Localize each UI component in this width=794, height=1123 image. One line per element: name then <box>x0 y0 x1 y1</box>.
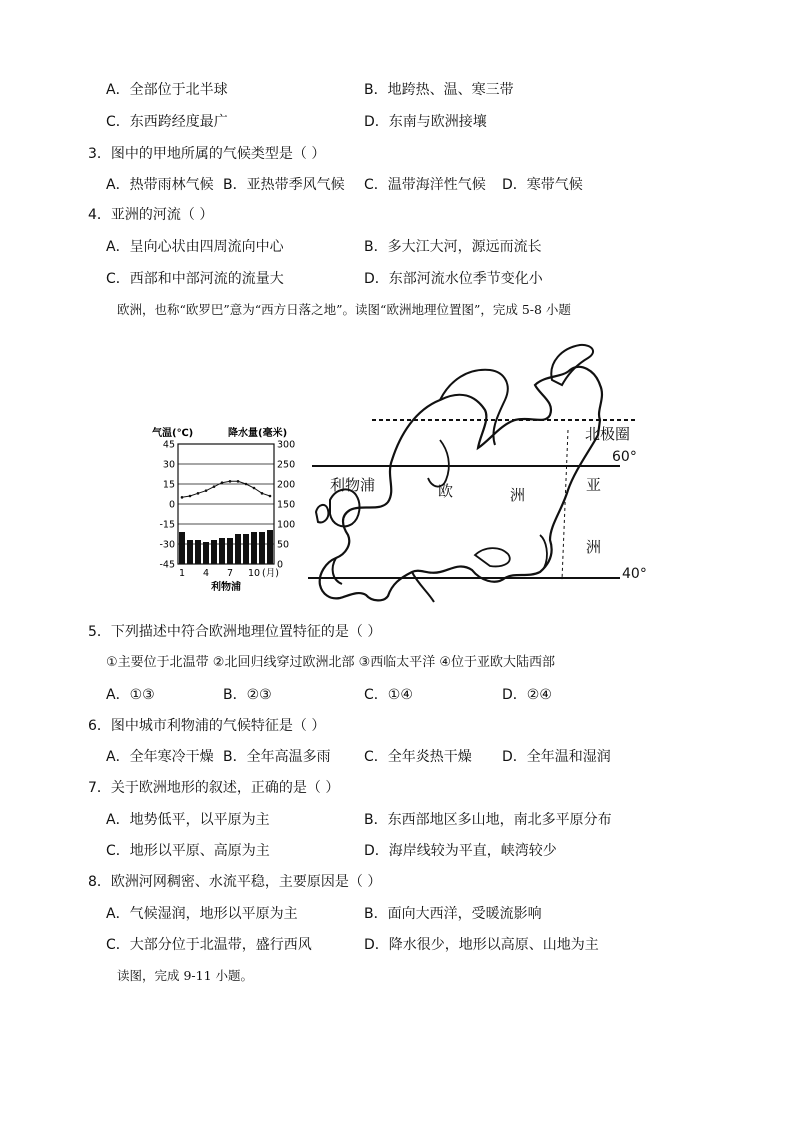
q4-option-b: B．多大江大河，源远而流长 <box>364 239 542 255</box>
q5-stem: 5．下列描述中符合欧洲地理位置特征的是（ ） <box>88 624 382 640</box>
italy-coastline <box>412 572 434 602</box>
precipitation-bar-9 <box>243 534 249 564</box>
q5-option-b: B．②③ <box>223 687 272 703</box>
q6-option-d: D．全年温和湿润 <box>502 749 611 765</box>
europe-map <box>300 340 647 610</box>
precipitation-bar-12 <box>267 530 273 564</box>
temperature-point-4 <box>205 489 208 492</box>
temperature-point-6 <box>221 481 224 484</box>
temperature-point-5 <box>213 485 216 488</box>
q2-option-d: D．东南与欧洲接壤 <box>364 114 487 130</box>
precipitation-bar-1 <box>179 532 185 564</box>
temperature-point-7 <box>229 480 232 483</box>
month-tick-label: 7 <box>226 568 234 579</box>
chart-title-right: 降水量(毫米) <box>228 428 288 439</box>
right-tick-label: 100 <box>277 519 296 531</box>
map-label-liverpool: 利物浦 <box>330 476 376 494</box>
novaya-zemlya-coastline <box>551 345 593 385</box>
map-label-europe-2: 洲 <box>510 486 526 504</box>
q5-statements: ①主要位于北温带 ②北回归线穿过欧洲北部 ③西临太平洋 ④位于亚欧大陆西部 <box>106 655 556 670</box>
temperature-point-3 <box>197 492 200 495</box>
map-label-asia-2: 洲 <box>586 538 602 556</box>
temperature-point-9 <box>245 483 248 486</box>
q7-option-d: D．海岸线较为平直，峡湾较少 <box>364 843 557 859</box>
temperature-point-2 <box>189 495 192 498</box>
precipitation-bar-8 <box>235 534 241 564</box>
precipitation-bar-5 <box>211 540 217 564</box>
q8-stem: 8．欧洲河网稠密、水流平稳，主要原因是（ ） <box>88 874 382 890</box>
q6-stem: 6．图中城市利物浦的气候特征是（ ） <box>88 718 326 734</box>
q4-option-d: D．东部河流水位季节变化小 <box>364 271 543 287</box>
right-tick-label: 300 <box>277 439 296 451</box>
ireland-coastline <box>316 505 328 522</box>
q8-option-b: B．面向大西洋，受暖流影响 <box>364 906 542 922</box>
q3-option-c: C．温带海洋性气候 <box>364 177 486 193</box>
intro-9-11: 读图，完成 9-11 小题。 <box>117 968 254 983</box>
q8-option-c: C．大部分位于北温带，盛行西风 <box>106 937 312 953</box>
map-label-40: 40° <box>622 566 647 582</box>
q2-option-c: C．东西跨经度最广 <box>106 114 228 130</box>
caspian-sea-outline <box>540 535 547 568</box>
precipitation-bar-6 <box>219 538 225 564</box>
q2-option-b: B．地跨热、温、寒三带 <box>364 82 514 98</box>
q2-option-a: A．全部位于北半球 <box>106 82 228 98</box>
precipitation-bar-10 <box>251 532 257 564</box>
q7-option-a: A．地势低平，以平原为主 <box>106 812 270 828</box>
q3-option-b: B．亚热带季风气候 <box>223 177 345 193</box>
temperature-point-10 <box>253 487 256 490</box>
q4-stem: 4．亚洲的河流（ ） <box>88 207 214 223</box>
q8-option-d: D．降水很少，地形以高原、山地为主 <box>364 937 599 953</box>
right-tick-label: 250 <box>277 459 296 471</box>
q7-option-b: B．东西部地区多山地，南北多平原分布 <box>364 812 612 828</box>
left-tick-label: -30 <box>159 539 175 551</box>
q8-option-a: A．气候湿润，地形以平原为主 <box>106 906 298 922</box>
q6-option-c: C．全年炎热干燥 <box>364 749 472 765</box>
temperature-point-11 <box>261 492 264 495</box>
scandinavia-coastline <box>440 370 508 445</box>
map-label-60: 60° <box>612 449 637 465</box>
q6-option-a: A．全年寒冷干燥 <box>106 749 214 765</box>
black-sea-outline <box>475 548 510 566</box>
q5-option-d: D．②④ <box>502 687 552 703</box>
month-tick-label: 10 <box>247 568 261 579</box>
month-unit-label: (月) <box>262 568 279 579</box>
climate-chart <box>150 420 300 600</box>
chart-title-left: 气温(℃) <box>152 428 194 439</box>
precipitation-bar-4 <box>203 542 209 564</box>
q3-option-a: A．热带雨林气候 <box>106 177 214 193</box>
left-tick-label: 45 <box>162 439 175 451</box>
q4-option-a: A．呈向心状由四周流向中心 <box>106 239 284 255</box>
q3-option-d: D．寒带气候 <box>502 177 583 193</box>
right-tick-label: 0 <box>277 559 284 571</box>
left-tick-label: -15 <box>159 519 175 531</box>
temperature-point-8 <box>237 480 240 483</box>
q7-stem: 7．关于欧洲地形的叙述，正确的是（ ） <box>88 780 340 796</box>
q5-option-c: C．①④ <box>364 687 413 703</box>
q6-option-b: B．全年高温多雨 <box>223 749 331 765</box>
temperature-point-12 <box>269 495 272 498</box>
month-tick-label: 4 <box>202 568 210 579</box>
q4-option-c: C．西部和中部河流的流量大 <box>106 271 284 287</box>
right-tick-label: 150 <box>277 499 296 511</box>
month-tick-label: 1 <box>178 568 186 579</box>
right-tick-label: 200 <box>277 479 296 491</box>
q3-stem: 3．图中的甲地所属的气候类型是（ ） <box>88 146 326 162</box>
left-tick-label: -45 <box>159 559 175 571</box>
baltic-sea-outline <box>428 440 449 487</box>
precipitation-bar-2 <box>187 540 193 564</box>
precipitation-bar-11 <box>259 532 265 564</box>
temperature-point-1 <box>181 496 184 499</box>
q5-option-a: A．①③ <box>106 687 155 703</box>
map-label-arctic-circle: 北极圈 <box>585 425 631 443</box>
intro-5-8: 欧洲，也称“欧罗巴”意为“西方日落之地”。读图“欧洲地理位置图”，完成 5-8 小题 <box>117 302 571 317</box>
left-tick-label: 15 <box>162 479 175 491</box>
precipitation-bar-3 <box>195 540 201 564</box>
left-tick-label: 30 <box>162 459 175 471</box>
station-label: 利物浦 <box>211 582 241 593</box>
map-label-europe-1: 欧 <box>438 482 454 500</box>
left-tick-label: 0 <box>168 499 175 511</box>
right-tick-label: 50 <box>277 539 290 551</box>
q7-option-c: C．地形以平原、高原为主 <box>106 843 270 859</box>
precipitation-bar-7 <box>227 538 233 564</box>
map-label-asia-1: 亚 <box>586 476 602 494</box>
iberia-coastline <box>333 558 342 584</box>
